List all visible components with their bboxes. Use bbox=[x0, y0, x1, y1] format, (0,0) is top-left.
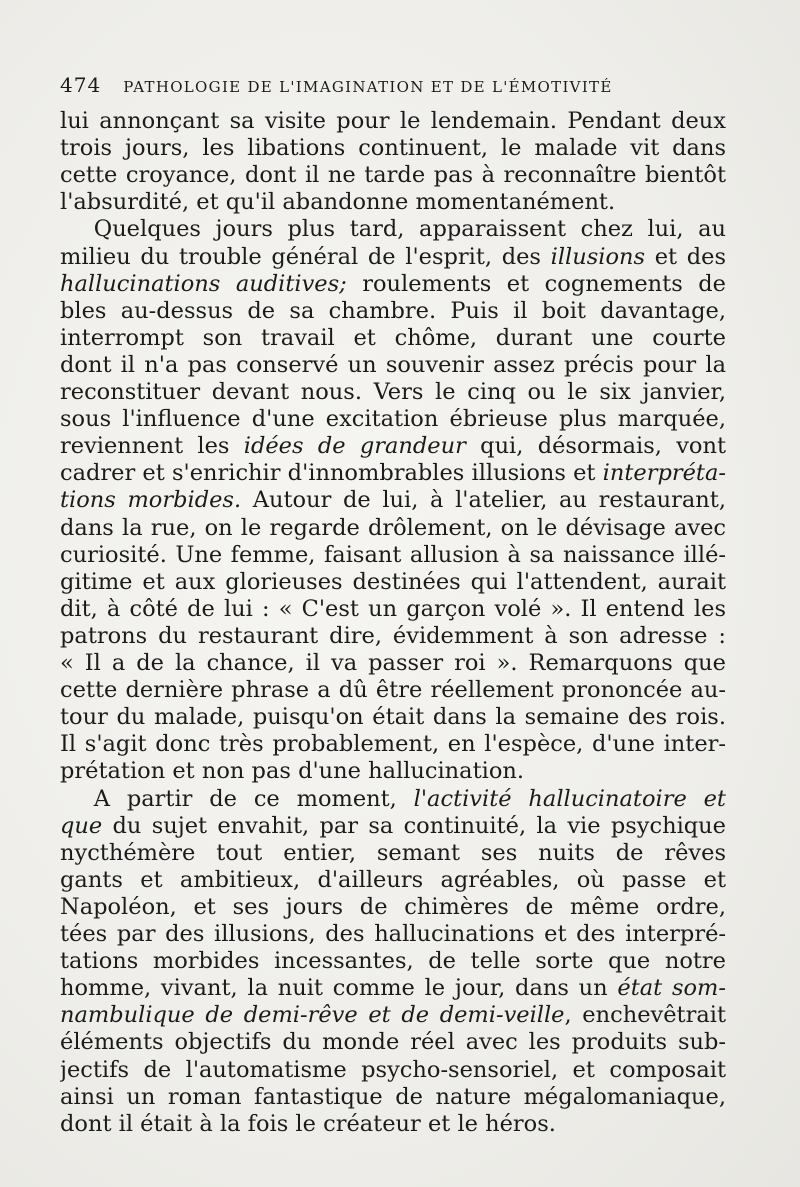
text-segment: dont il était à la fois le créateur et le héros. bbox=[60, 1110, 556, 1137]
text-line bbox=[60, 1029, 726, 1056]
text-segment: A partir de ce moment, bbox=[60, 785, 414, 812]
text-segment: dont il n'a pas conservé un souvenir assez précis pour la bbox=[60, 351, 726, 378]
text-line bbox=[60, 162, 726, 189]
text-segment: du sujet envahit, par sa continuité, la vie psychique bbox=[112, 812, 726, 839]
text-line bbox=[60, 786, 726, 813]
page-header bbox=[60, 73, 740, 103]
text-segment: patrons du restaurant dire, évidemment à son adresse : bbox=[60, 622, 726, 649]
text-line bbox=[60, 108, 726, 135]
italic-text: hallucinations auditives; bbox=[60, 270, 347, 297]
text-line bbox=[60, 867, 726, 894]
text-segment: éléments objectifs du monde réel avec les produits sub- bbox=[60, 1029, 726, 1056]
text-segment: trois jours, les libations continuent, le malade vit dans bbox=[60, 135, 726, 162]
text-segment: cadrer et s'enrichir d'innombrables illusions et bbox=[60, 460, 603, 487]
text-segment: reviennent les bbox=[60, 433, 244, 460]
text-segment: ainsi un roman fantastique de nature mégalomaniaque, bbox=[60, 1083, 726, 1110]
text-line bbox=[60, 975, 726, 1002]
text-segment: lui annonçant sa visite pour le lendemain. Pendant deux bbox=[60, 108, 726, 134]
text-line bbox=[60, 840, 726, 867]
text-line bbox=[60, 1002, 726, 1029]
text-line bbox=[60, 325, 726, 352]
text-segment: et des bbox=[645, 243, 726, 270]
text-line bbox=[60, 542, 726, 569]
text-line bbox=[60, 1111, 726, 1138]
text-line bbox=[60, 298, 726, 325]
text-line bbox=[60, 271, 726, 298]
text-line bbox=[60, 948, 726, 975]
text-line bbox=[60, 460, 726, 487]
text-segment: Quelques jours plus tard, apparaissent chez lui, au bbox=[60, 216, 726, 243]
text-segment: sous l'influence d'une excitation ébrieuse plus marquée, bbox=[60, 406, 726, 433]
italic-text: interpréta- bbox=[602, 460, 726, 487]
text-segment: « Il a de la chance, il va passer roi ». Remarquons que bbox=[60, 650, 726, 676]
text-segment: curiosité. Une femme, faisant allusion à sa naissance illé- bbox=[60, 541, 726, 568]
text-line bbox=[60, 758, 726, 785]
text-line bbox=[60, 352, 726, 379]
text-segment: tées par des illusions, des hallucinations et des interpré- bbox=[60, 921, 726, 947]
text-line bbox=[60, 650, 726, 677]
text-segment: Il s'agit donc très probablement, en l'espèce, d'une inter- bbox=[60, 731, 726, 758]
text-segment: gitime et aux glorieuses destinées qui l'attendent, aurait bbox=[60, 568, 726, 595]
text-line bbox=[60, 623, 726, 650]
text-line bbox=[60, 433, 726, 460]
text-line bbox=[60, 216, 726, 243]
italic-text: tions morbides. bbox=[60, 487, 242, 514]
text-segment: Napoléon, et ses jours de chimères de même ordre, bbox=[60, 893, 726, 920]
text-line bbox=[60, 406, 726, 433]
text-line bbox=[60, 244, 726, 271]
text-line bbox=[60, 1084, 726, 1111]
text-segment: bles au-dessus de sa chambre. Puis il boit davantage, bbox=[60, 297, 726, 324]
text-segment: jectifs de l'automatisme psycho-sensoriel, et composait bbox=[60, 1056, 726, 1083]
text-line bbox=[60, 487, 726, 514]
page-number: 474 bbox=[60, 73, 102, 97]
text-line bbox=[60, 1057, 726, 1084]
text-segment: Autour de lui, à l'atelier, au restaurant, bbox=[241, 487, 726, 514]
text-segment: milieu du trouble général de l'esprit, des bbox=[60, 243, 551, 270]
text-segment: qui, désormais, vont bbox=[480, 433, 726, 460]
text-line bbox=[60, 921, 726, 948]
text-segment: tour du malade, puisqu'on était dans la semaine des rois. bbox=[60, 704, 726, 731]
text-line bbox=[60, 189, 726, 216]
text-segment: l'absurdité, et qu'il abandonne momentanément. bbox=[60, 189, 616, 216]
text-segment: prétation et non pas d'une hallucination. bbox=[60, 758, 525, 785]
text-segment: roulements et cognements de bbox=[362, 270, 726, 297]
text-segment: tations morbides incessantes, de telle sorte que notre bbox=[60, 948, 726, 975]
italic-text: nambulique de demi-rêve et de demi-veille bbox=[60, 1002, 565, 1029]
text-line bbox=[60, 135, 726, 162]
italic-text: idées de grandeur bbox=[243, 433, 466, 460]
text-segment: nycthémère tout entier, semant ses nuits de rêves bbox=[60, 839, 726, 866]
text-line bbox=[60, 569, 726, 596]
text-segment: reconstituer devant nous. Vers le cinq ou le six janvier, bbox=[60, 379, 726, 405]
text-line bbox=[60, 704, 726, 731]
text-segment: dit, à côté de lui : « C'est un garçon volé ». Il entend les bbox=[60, 595, 726, 622]
text-segment: homme, vivant, la nuit comme le jour, dans un bbox=[60, 975, 618, 1002]
text-line bbox=[60, 894, 726, 921]
italic-text: que bbox=[60, 812, 103, 839]
text-line bbox=[60, 596, 726, 623]
italic-text: état som- bbox=[617, 975, 726, 1002]
text-segment: interrompt son travail et chôme, durant une courte bbox=[60, 324, 726, 351]
text-segment: dans la rue, on le regarde drôlement, on le dévisage avec bbox=[60, 514, 726, 541]
text-segment: cette croyance, dont il ne tarde pas à reconnaître bientôt bbox=[60, 162, 726, 189]
text-line bbox=[60, 813, 726, 840]
text-line bbox=[60, 731, 726, 758]
text-segment: cette dernière phrase a dû être réellement prononcée au- bbox=[60, 677, 726, 704]
italic-text: l'activité hallucinatoire et bbox=[413, 785, 726, 812]
text-line bbox=[60, 379, 726, 406]
text-segment: , enchevêtrait bbox=[564, 1002, 726, 1029]
running-head: PATHOLOGIE DE L'IMAGINATION ET DE L'ÉMOTIVITÉ bbox=[123, 78, 613, 96]
text-line bbox=[60, 677, 726, 704]
text-segment: gants et ambitieux, d'ailleurs agréables, où passe et bbox=[60, 866, 726, 893]
italic-text: illusions bbox=[550, 243, 646, 270]
text-line bbox=[60, 515, 726, 542]
